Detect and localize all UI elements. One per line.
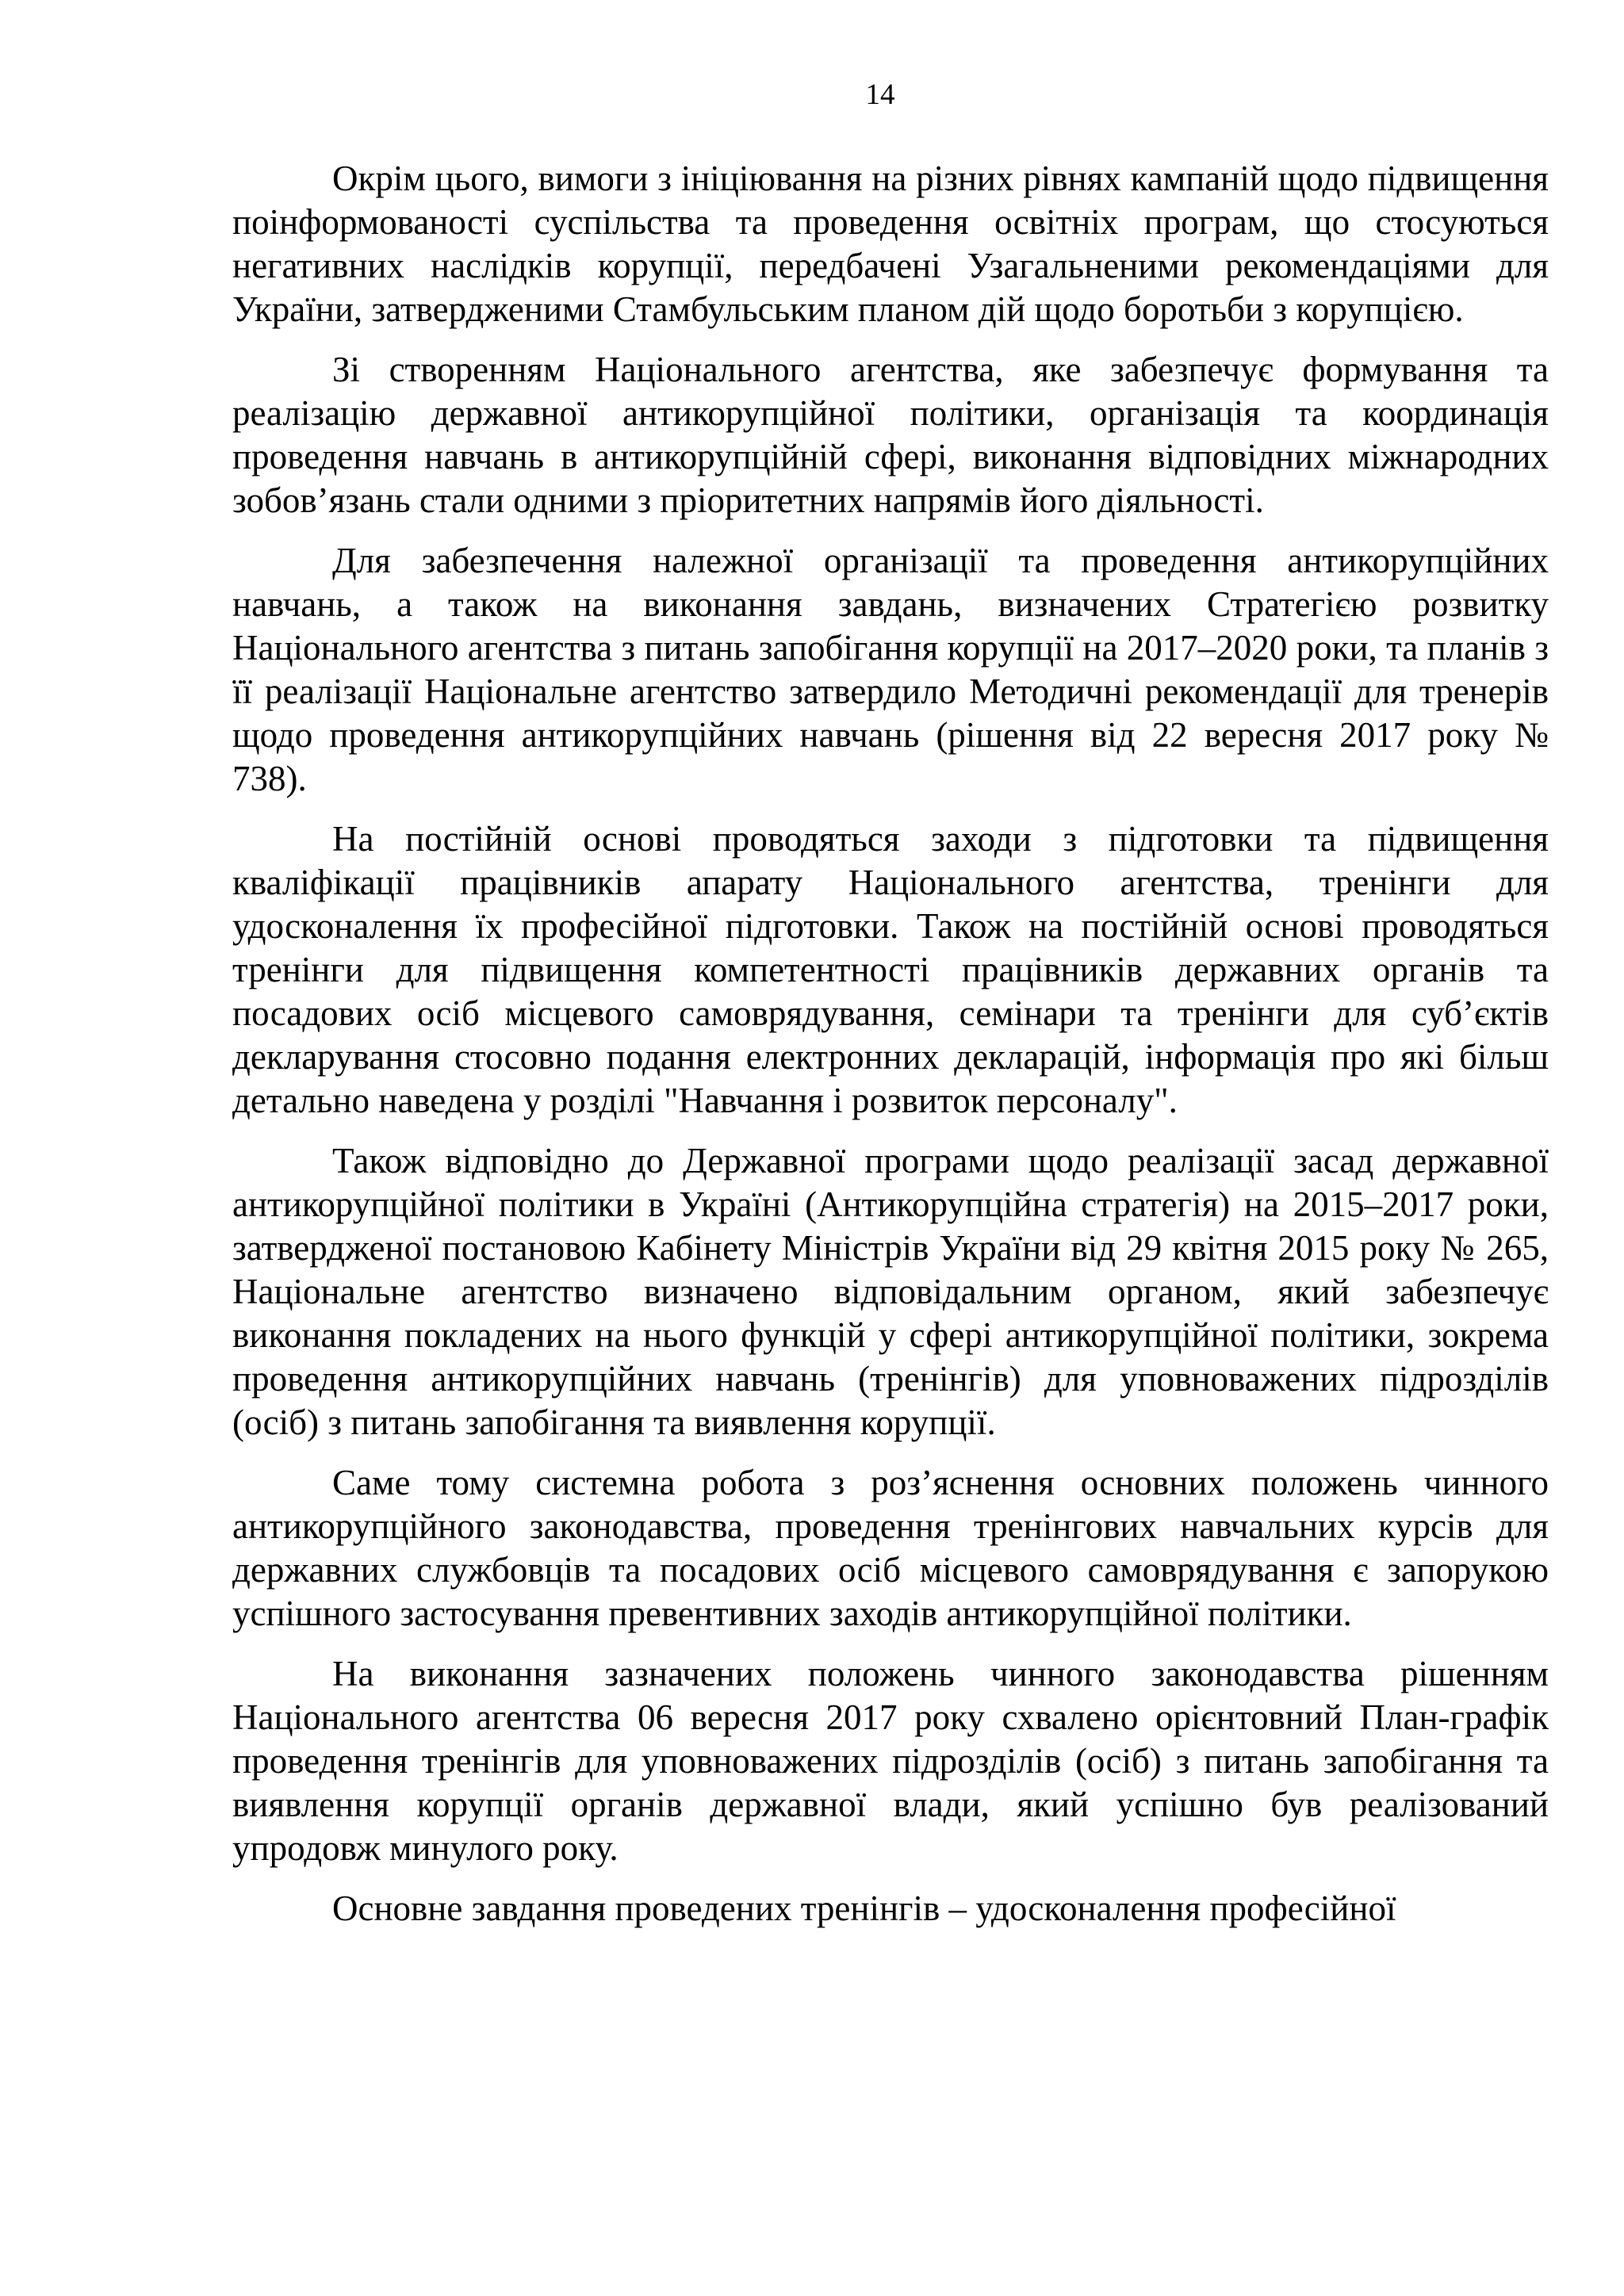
paragraph: Зі створенням Національного агентства, яке забезпечує формування та реалізацію державної антикорупційної політики, організація та координація проведення навчань в антикорупційній сфері, виконання відповідних міжнародних зобов’язань стали одними з пріоритетних напрямів його діяльності. <box>232 350 1549 520</box>
page-number: 14 <box>865 78 895 111</box>
paragraph: Окрім цього, вимоги з ініціювання на різних рівнях кампаній щодо підвищення поінформованості суспільства та проведення освітніх програм, що стосуються негативних наслідків корупції, передбачені Узагальненими рекомендаціями для України, затвердженими Стамбульським планом дій щодо боротьби з корупцією. <box>232 159 1549 329</box>
paragraph: Також відповідно до Державної програми щодо реалізації засад державної антикорупційної політики в Україні (Антикорупційна стратегія) на 2015–2017 роки, затвердженої постановою Кабінету Міністрів України від 29 квітня 2015 року № 265, Національне агентство визначено відповідальним органом, який забезпечує виконання покладених на нього функцій у сфері антикорупційної політики, зокрема проведення антикорупційних навчань (тренінгів) для уповноважених підрозділів (осіб) з питань запобігання та виявлення корупції. <box>232 1141 1549 1442</box>
paragraph: На постійній основі проводяться заходи з підготовки та підвищення кваліфікації працівників апарату Національного агентства, тренінги для удосконалення їх професійної підготовки. Також на постійній основі проводяться тренінги для підвищення компетентності працівників державних органів та посадових осіб місцевого самоврядування, семінари та тренінги для суб’єктів декларування стосовно подання електронних декларацій, інформація про які більш детально наведена у розділі "Навчання і розвиток персоналу". <box>232 819 1549 1120</box>
document-body <box>232 157 1549 1947</box>
paragraph: На виконання зазначених положень чинного законодавства рішенням Національного агентства 06 вересня 2017 року схвалено орієнтовний План-графік проведення тренінгів для уповноважених підрозділів (осіб) з питань запобігання та виявлення корупції органів державної влади, який успішно був реалізований упродовж минулого року. <box>232 1654 1549 1868</box>
paragraph: Основне завдання проведених тренінгів – удосконалення професійної <box>332 1888 1396 1928</box>
paragraph: Для забезпечення належної організації та проведення антикорупційних навчань, а також на виконання завдань, визначених Стратегією розвитку Національного агентства з питань запобігання корупції на 2017–2020 роки, та планів з її реалізації Національне агентство затвердило Методичні рекомендації для тренерів щодо проведення антикорупційних навчань (рішення від 22 вересня 2017 року № 738). <box>232 541 1549 798</box>
paragraph: Саме тому системна робота з роз’яснення основних положень чинного антикорупційного законодавства, проведення тренінгових навчальних курсів для державних службовців та посадових осіб місцевого самоврядування є запорукою успішного застосування превентивних заходів антикорупційної політики. <box>232 1463 1549 1633</box>
